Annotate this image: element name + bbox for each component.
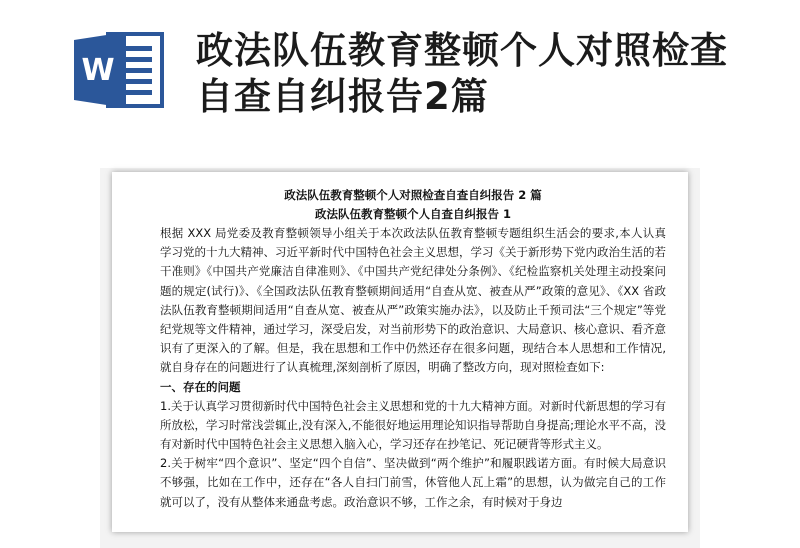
- page-title: 政法队伍教育整顿个人对照检查自查自纠报告2篇: [196, 29, 728, 118]
- problem-item-1: 1.关于认真学习贯彻新时代中国特色社会主义思想和党的十九大精神方面。对新时代新思想的学习有所放松，学习时常浅尝辄止,没有深入,不能很好地运用理论知识指导帮助自身提高;理论水平不高，没有对新时代中国特色社会主义思想入脑入心，学习还存在抄笔记、死记硬背等形式主义。: [160, 398, 666, 452]
- header: [0, 0, 800, 160]
- problem-item-2: 2.关于树牢“四个意识”、坚定“四个自信”、坚决做到“两个维护”和履职践诺方面。有时候大局意识不够强，比如在工作中，还存在“各人自扫门前雪，休管他人瓦上霜”的思想，认为做完自己的工作就可以了，没有从整体来通盘考虑。政治意识不够，工作之余，有时候对于身边: [160, 456, 666, 509]
- document-subtitle: 政法队伍教育整顿个人自查自纠报告 1: [314, 207, 511, 221]
- document-page[interactable]: [112, 172, 688, 532]
- word-document-icon: [74, 30, 166, 110]
- section-heading: 一、存在的问题: [160, 379, 241, 394]
- svg-text:W: W: [81, 53, 115, 88]
- intro-paragraph: 根据 XXX 局党委及教育整顿领导小组关于本次政法队伍教育整顿专题组织生活会的要求,本人认真学习党的十九大精神、习近平新时代中国特色社会主义思想，学习《关于新形势下党内政治生活的若干准则》《中国共产党廉洁自律准则》、《中国共产党纪律处分条例》、《纪检监察机关处理主动投案问题的规定(试行)》、《全国政法队伍教育整顿期间适用“自查从宽、被查从严”政策的意见》、《XX 省政法队伍教育整顿期间适用“自查从宽、被查从严”政策实施办法》，以及防止千预司法“三个规定”等党纪党规等文件精神，通过学习，深受启发，对当前形势下的政治意识、大局意识、核心意识、看齐意识有了更深入的了解。但是，我在思想和工作中仍然还存在很多问题，现结合本人思想和工作情况,就自身存在的问题进行了认真梳理,深刻剖析了原因，明确了整改方向，现对照检查如下:: [160, 226, 666, 375]
- document-title: 政法队伍教育整顿个人对照检查自查自纠报告 2 篇: [284, 188, 542, 202]
